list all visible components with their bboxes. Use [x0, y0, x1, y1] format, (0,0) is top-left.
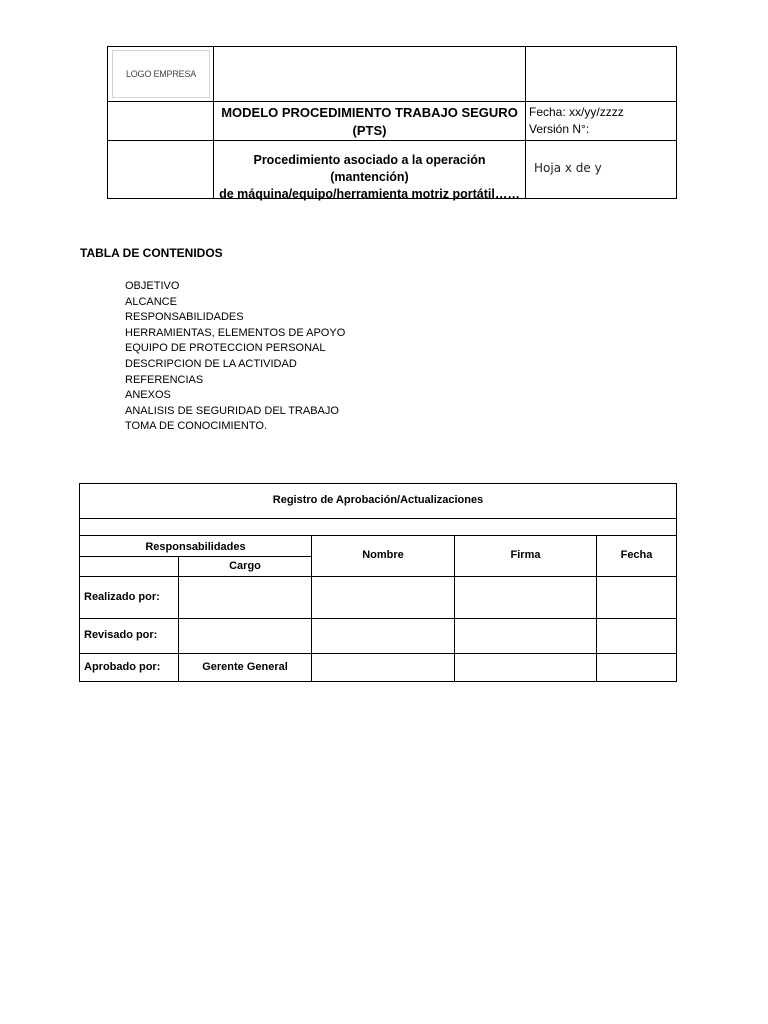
title-line-1: MODELO PROCEDIMIENTO TRABAJO SEGURO — [221, 105, 518, 120]
approval-title: Registro de Aprobación/Actualizaciones — [272, 494, 484, 506]
toc-item-label: HERRAMIENTAS, ELEMENTOS DE APOYO — [125, 326, 346, 339]
page-indicator: Hoja x de y — [534, 161, 602, 175]
row-label-revisado: Revisado por: — [84, 629, 158, 641]
col-header-responsabilidades: Responsabilidades — [145, 541, 246, 553]
doc-meta — [529, 104, 624, 138]
col-header-fecha: Fecha — [620, 549, 653, 561]
toc-item-label: REFERENCIAS — [125, 373, 204, 386]
toc-item-label: RESPONSABILIDADES — [125, 311, 244, 324]
procedure-line-2: de máquina/equipo/herramienta motriz portátil…… — [219, 187, 520, 201]
version-field: Versión N°: — [529, 122, 590, 136]
title-line-2: (PTS) — [352, 123, 387, 138]
toc-title: TABLA DE CONTENIDOS — [80, 246, 223, 260]
procedure-line-1: Procedimiento asociado a la operación (mantención) — [253, 153, 486, 184]
toc-item-label: ANALISIS DE SEGURIDAD DEL TRABAJO — [125, 404, 339, 417]
company-logo — [112, 50, 210, 98]
toc-item-label: ALCANCE — [125, 295, 177, 308]
toc-item-label: DESCRIPCION DE LA ACTIVIDAD — [125, 358, 297, 370]
toc-item-label: TOMA DE CONOCIMIENTO. — [125, 420, 267, 433]
fecha-field: Fecha: xx/yy/zzzz — [529, 105, 624, 119]
row-label-realizado: Realizado por: — [84, 591, 160, 603]
toc-item-label: EQUIPO DE PROTECCION PERSONAL — [125, 342, 326, 355]
col-header-cargo: Cargo — [229, 560, 261, 572]
toc-item-label: OBJETIVO — [125, 280, 180, 292]
toc-item-label: ANEXOS — [125, 389, 171, 402]
col-header-nombre: Nombre — [362, 549, 404, 561]
logo-text: LOGO EMPRESA — [125, 69, 197, 79]
col-header-firma: Firma — [510, 549, 541, 561]
row-cargo-gerente: Gerente General — [202, 661, 288, 673]
procedure-description — [214, 152, 525, 203]
document-title — [214, 104, 525, 140]
row-label-aprobado: Aprobado por: — [84, 661, 161, 673]
